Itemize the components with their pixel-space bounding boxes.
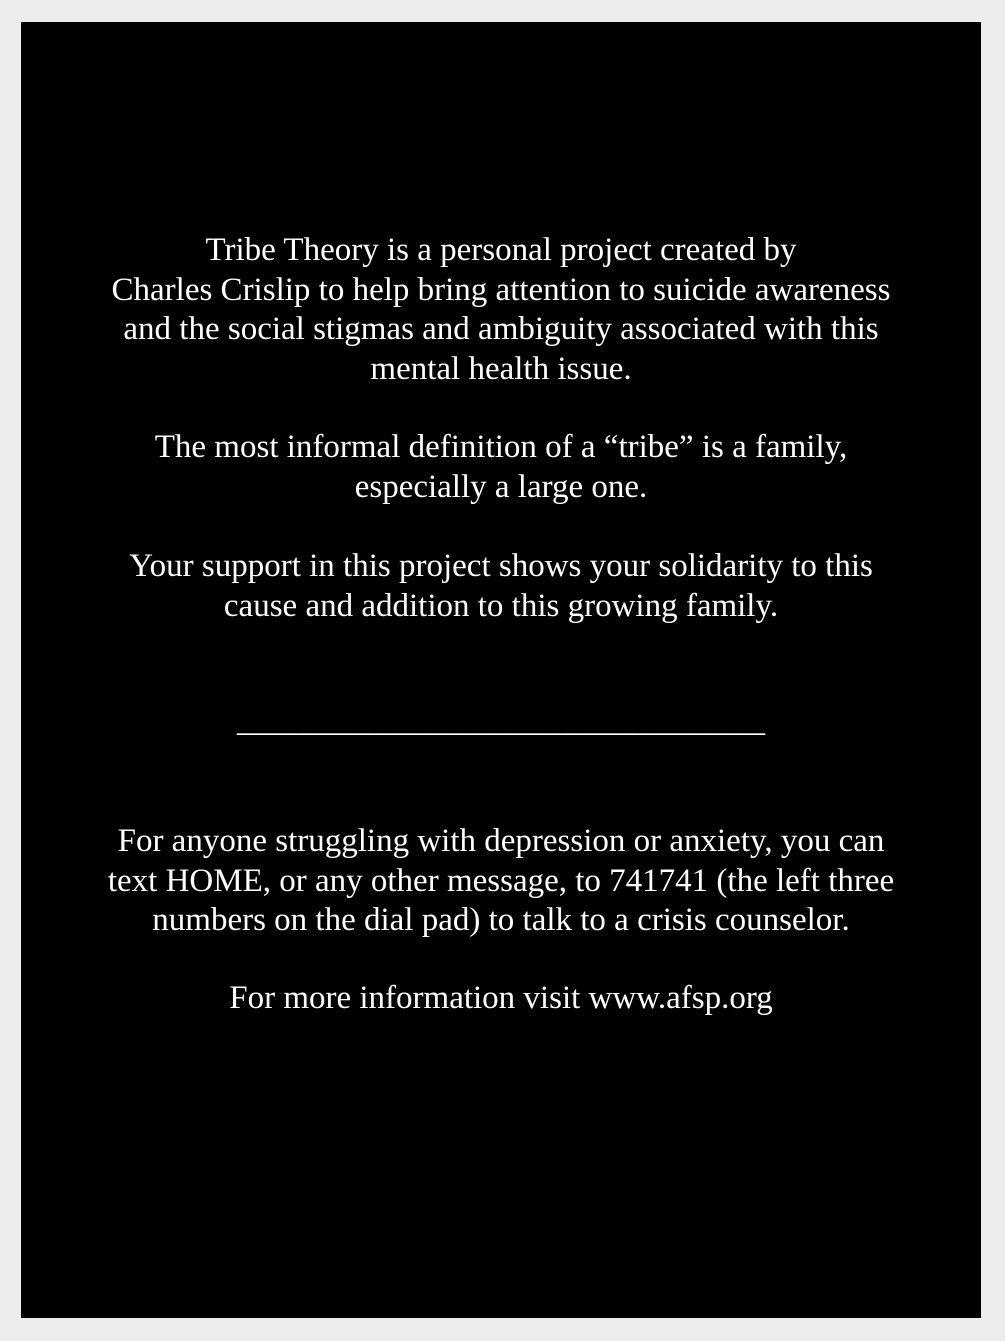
about-paragraph: [21, 231, 981, 389]
about-line: Tribe Theory is a personal project created by: [205, 232, 797, 268]
crisis-line: text HOME, or any other message, to 741741 (the left three: [107, 862, 895, 899]
divider-text: ________________________________: [237, 703, 765, 739]
divider-line: [21, 702, 981, 742]
definition-line: The most informal definition of a “tribe” is a family,: [154, 429, 848, 465]
support-line: Your support in this project shows your solidarity to this: [129, 548, 873, 584]
crisis-paragraph: [21, 822, 981, 941]
crisis-line: For anyone struggling with depression or anxiety, you can: [117, 823, 885, 859]
support-paragraph: [21, 547, 981, 626]
info-line: For more information visit www.afsp.org: [229, 980, 773, 1016]
definition-line: especially a large one.: [354, 468, 648, 505]
about-line: and the social stigmas and ambiguity associated with this: [123, 311, 879, 347]
about-line: mental health issue.: [370, 350, 632, 387]
support-line: cause and addition to this growing family.: [223, 587, 779, 624]
info-paragraph: [21, 979, 981, 1019]
crisis-line: numbers on the dial pad) to talk to a crisis counselor.: [152, 902, 850, 938]
info-card: [21, 22, 981, 1318]
about-line: Charles Crislip to help bring attention to suicide awareness: [111, 271, 891, 308]
definition-paragraph: [21, 428, 981, 507]
